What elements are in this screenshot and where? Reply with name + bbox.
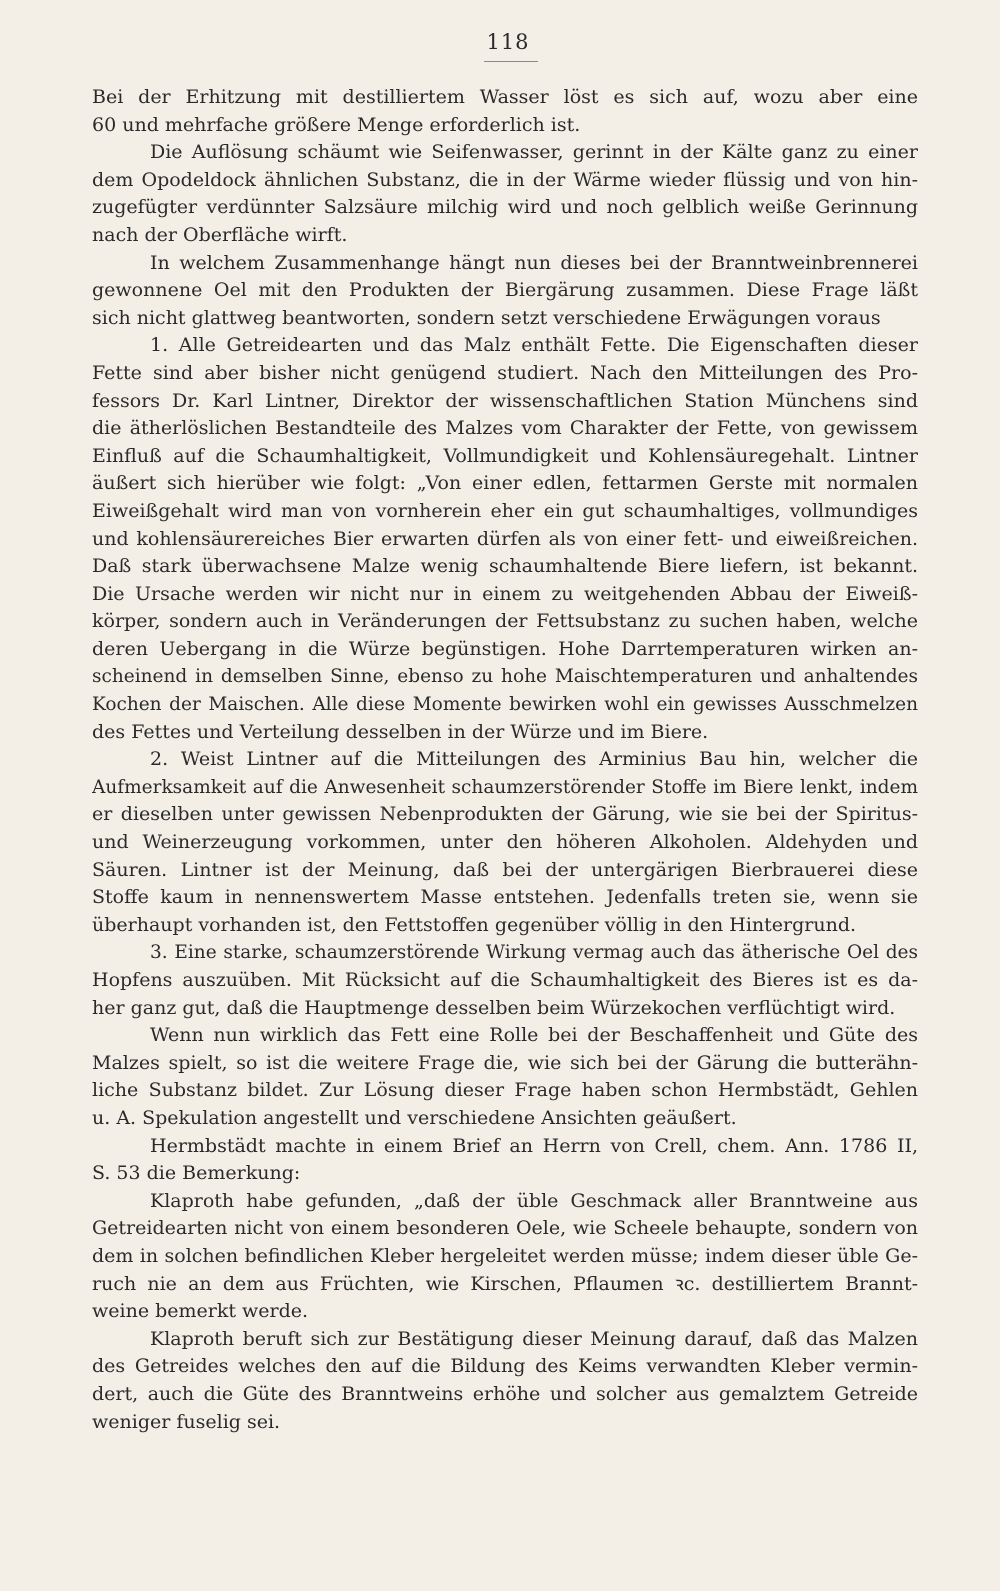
paragraph bbox=[92, 1326, 918, 1436]
text-line: Stoffe kaum in nennenswertem Masse entstehen. Jedenfalls treten sie, wenn sie bbox=[92, 886, 918, 909]
text-line: 60 und mehrfache größere Menge erforderlich ist. bbox=[92, 113, 581, 136]
text-line: Eiweißgehalt wird man von vornherein eher ein gut schaumhaltiges, vollmundiges bbox=[92, 499, 918, 522]
text-line: gewonnene Oel mit den Produkten der Biergärung zusammen. Diese Frage läßt bbox=[92, 279, 918, 302]
text-line: her ganz gut, daß die Hauptmenge desselben beim Würzekochen verflüchtigt wird. bbox=[92, 996, 896, 1019]
paragraph bbox=[92, 84, 918, 139]
paragraph bbox=[92, 1188, 918, 1326]
paragraph bbox=[92, 746, 918, 939]
text-line: ruch nie an dem aus Früchten, wie Kirschen, Pflaumen ꝛc. destilliertem Brannt- bbox=[92, 1272, 918, 1295]
paragraph bbox=[92, 1133, 918, 1188]
text-line: nach der Oberfläche wirft. bbox=[92, 223, 348, 246]
text-line: liche Substanz bildet. Zur Lösung dieser Frage haben schon Hermbstädt, Gehlen bbox=[92, 1079, 918, 1102]
text-line: zugefügter verdünnter Salzsäure milchig wird und noch gelblich weiße Gerinnung bbox=[92, 196, 918, 219]
text-line: sich nicht glattweg beantworten, sondern setzt verschiedene Erwägungen voraus bbox=[92, 306, 881, 329]
page-number-rule bbox=[484, 61, 538, 62]
text-line: Hermbstädt machte in einem Brief an Herrn von Crell, chem. Ann. 1786 II, bbox=[150, 1134, 918, 1157]
text-line: des Getreides welches den auf die Bildung des Keims verwandten Kleber vermin- bbox=[92, 1355, 918, 1378]
body-text bbox=[92, 84, 918, 1436]
page-number: 118 bbox=[486, 30, 530, 54]
text-line: körper, sondern auch in Veränderungen der Fettsubstanz zu suchen haben, welche bbox=[92, 610, 918, 633]
text-line: und kohlensäurereiches Bier erwarten dürfen als von einer fett- und eiweißreichen. bbox=[92, 527, 918, 550]
text-line: die ätherlöslichen Bestandteile des Malzes vom Charakter der Fette, von gewissem bbox=[92, 417, 918, 440]
text-line: des Fettes und Verteilung desselben in der Würze und im Biere. bbox=[92, 720, 709, 743]
paragraph bbox=[92, 332, 918, 746]
text-line: Einfluß auf die Schaumhaltigkeit, Vollmundigkeit und Kohlensäuregehalt. Lintner bbox=[92, 444, 918, 467]
text-line: Hopfens auszuüben. Mit Rücksicht auf die Schaumhaltigkeit des Bieres ist es da- bbox=[92, 969, 918, 991]
text-line: Klaproth habe gefunden, „daß der üble Geschmack aller Branntweine aus bbox=[150, 1189, 918, 1212]
text-line: weine bemerkt werde. bbox=[92, 1300, 309, 1323]
paragraph bbox=[92, 139, 918, 249]
text-line: Bei der Erhitzung mit destilliertem Wasser löst es sich auf, wozu aber eine bbox=[92, 86, 918, 108]
paragraph bbox=[92, 939, 918, 1022]
text-line: 2. Weist Lintner auf die Mitteilungen des Arminius Bau hin, welcher die bbox=[150, 748, 918, 771]
text-line: fessors Dr. Karl Lintner, Direktor der wissenschaftlichen Station Münchens sind bbox=[92, 389, 918, 412]
text-line: Die Auflösung schäumt wie Seifenwasser, gerinnt in der Kälte ganz zu einer bbox=[150, 141, 918, 164]
text-line: Kochen der Maischen. Alle diese Momente bewirken wohl ein gewisses Ausschmelzen bbox=[92, 694, 918, 716]
text-line: deren Uebergang in die Würze begünstigen. Hohe Darrtemperaturen wirken an- bbox=[92, 637, 918, 660]
text-line: er dieselben unter gewissen Nebenprodukten der Gärung, wie sie bei der Spiritus- bbox=[92, 803, 918, 826]
text-line: Aufmerksamkeit auf die Anwesenheit schaumzerstörender Stoffe im Biere lenkt, indem bbox=[92, 776, 918, 798]
text-line: dert, auch die Güte des Branntweins erhöhe und solcher aus gemalztem Getreide bbox=[92, 1382, 918, 1405]
text-line: weniger fuselig sei. bbox=[92, 1410, 281, 1433]
text-line: dem in solchen befindlichen Kleber hergeleitet werden müsse; indem dieser üble Ge- bbox=[92, 1244, 918, 1267]
text-line: überhaupt vorhanden ist, den Fettstoffen gegenüber völlig in den Hintergrund. bbox=[92, 913, 857, 936]
text-line: dem Opodeldock ähnlichen Substanz, die in der Wärme wieder flüssig und von hin- bbox=[92, 168, 918, 191]
paragraph bbox=[92, 250, 918, 333]
text-line: Säuren. Lintner ist der Meinung, daß bei der untergärigen Bierbrauerei diese bbox=[92, 858, 918, 881]
text-line: Die Ursache werden wir nicht nur in einem zu weitgehenden Abbau der Eiweiß- bbox=[92, 582, 918, 605]
text-line: und Weinerzeugung vorkommen, unter den höheren Alkoholen. Aldehyden und bbox=[92, 831, 918, 854]
text-line: S. 53 die Bemerkung: bbox=[92, 1162, 301, 1185]
text-line: In welchem Zusammenhange hängt nun dieses bei der Branntweinbrennerei bbox=[150, 251, 918, 274]
text-line: 1. Alle Getreidearten und das Malz enthält Fette. Die Eigenschaften dieser bbox=[150, 334, 918, 357]
text-line: Getreidearten nicht von einem besonderen Oele, wie Scheele behaupte, sondern von bbox=[92, 1217, 918, 1240]
text-line: Klaproth beruft sich zur Bestätigung dieser Meinung darauf, daß das Malzen bbox=[150, 1327, 918, 1350]
text-line: u. A. Spekulation angestellt und verschiedene Ansichten geäußert. bbox=[92, 1106, 737, 1129]
text-line: Daß stark überwachsene Malze wenig schaumhaltende Biere liefern, ist bekannt. bbox=[92, 555, 918, 578]
text-line: Malzes spielt, so ist die weitere Frage die, wie sich bei der Gärung die butterähn- bbox=[92, 1051, 918, 1074]
text-line: scheinend in demselben Sinne, ebenso zu hohe Maischtemperaturen und anhaltendes bbox=[92, 666, 918, 688]
text-line: äußert sich hierüber wie folgt: „Von einer edlen, fettarmen Gerste mit normalen bbox=[92, 472, 918, 495]
text-line: Wenn nun wirklich das Fett eine Rolle bei der Beschaffenheit und Güte des bbox=[150, 1024, 918, 1047]
text-line: Fette sind aber bisher nicht genügend studiert. Nach den Mitteilungen des Pro- bbox=[92, 361, 918, 384]
text-line: 3. Eine starke, schaumzerstörende Wirkung vermag auch das ätherische Oel des bbox=[150, 942, 918, 964]
paragraph bbox=[92, 1022, 918, 1132]
